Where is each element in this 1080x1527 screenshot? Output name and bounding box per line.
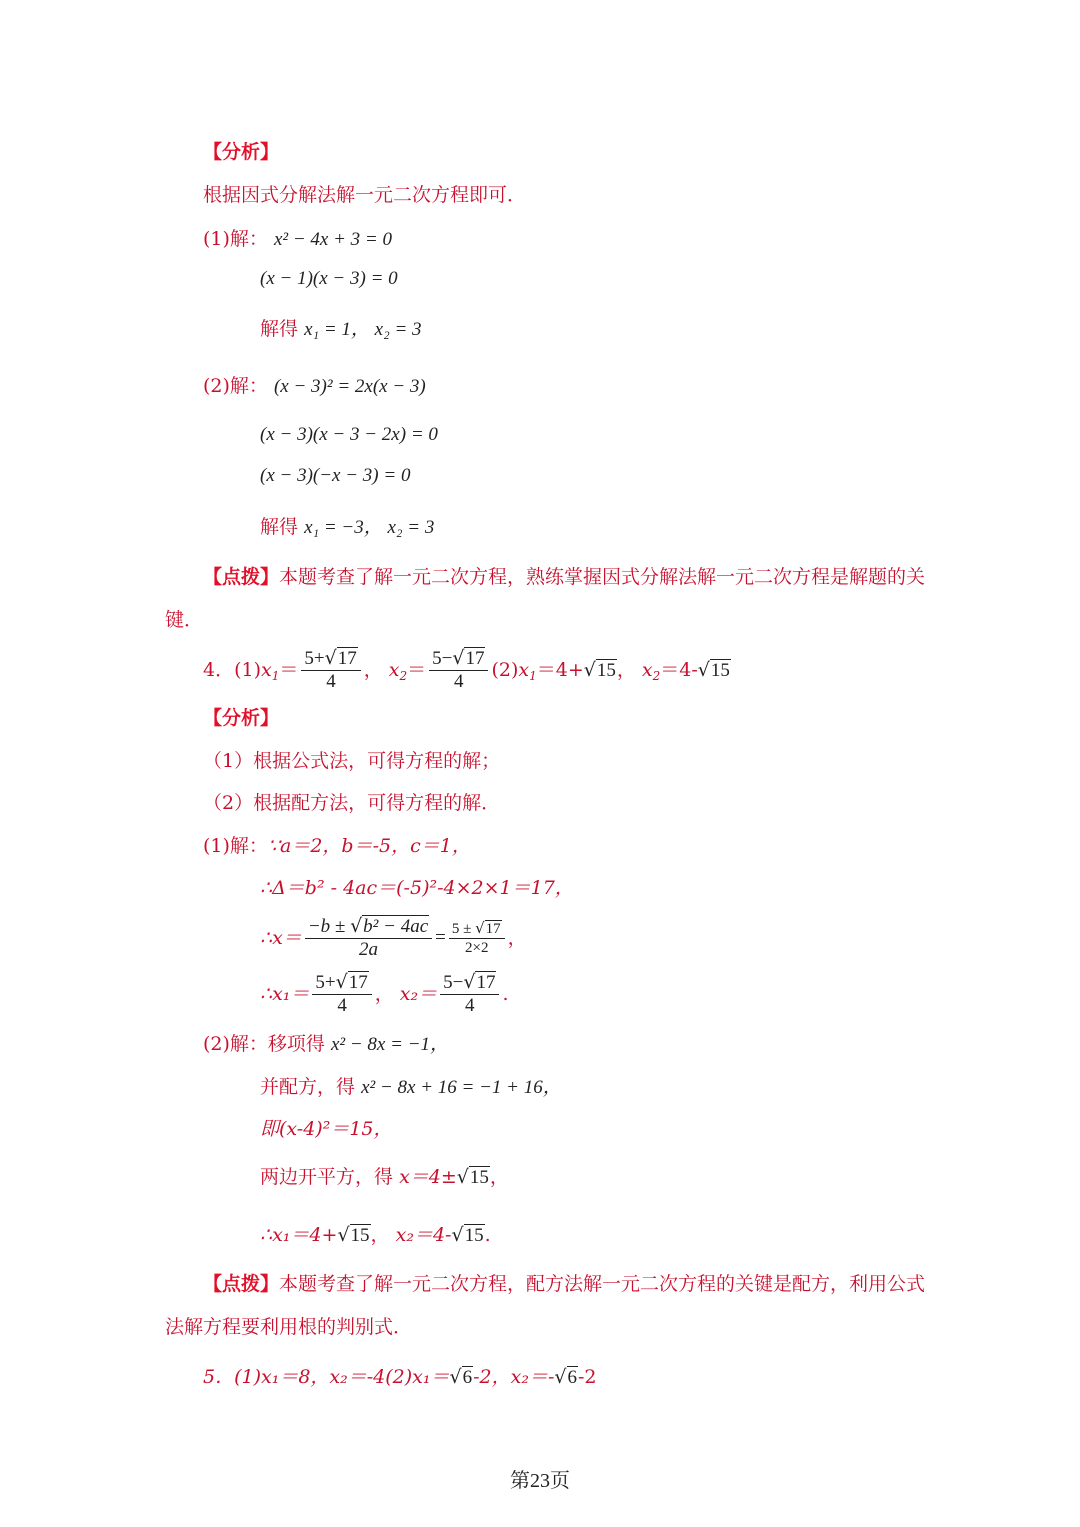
solution2-label: (2)解： bbox=[203, 1033, 268, 1055]
part2-line bbox=[203, 374, 426, 399]
substituted-fraction bbox=[449, 919, 505, 957]
tip-heading: 【点拨】 bbox=[203, 1273, 280, 1295]
step-math: x² − 8x + 16 = −1 + 16， bbox=[361, 1077, 562, 1098]
analysis-item-1: （1）根据公式法，可得方程的解； bbox=[203, 750, 501, 772]
frac-denominator: 4 bbox=[454, 671, 464, 692]
sqrt: √17 bbox=[452, 647, 485, 669]
part1-line bbox=[203, 227, 392, 252]
frac-numerator: 5+ bbox=[304, 648, 325, 669]
frac-numerator: 5− bbox=[432, 648, 453, 669]
coefficients: ∵a＝2，b＝-5，c＝1， bbox=[267, 835, 471, 857]
x-prefix: ∴x＝ bbox=[260, 927, 302, 949]
sqrt: √17 bbox=[324, 647, 357, 669]
fraction-x1 bbox=[301, 647, 360, 693]
part1-factor: (x − 1)(x − 3) = 0 bbox=[260, 268, 398, 289]
tip-line-2: 键． bbox=[165, 609, 204, 631]
sqrt: √17 bbox=[475, 919, 501, 937]
step-text: 两边开平方，得 bbox=[260, 1166, 394, 1188]
sqrt: √15 bbox=[451, 1224, 484, 1246]
tip-text: 本题考查了解一元二次方程，配方法解一元二次方程的关键是配方，利用公式 bbox=[279, 1273, 926, 1295]
answer-5-tail: -2，x₂＝- bbox=[473, 1366, 555, 1388]
part2-step2: (x − 3)(−x − 3) = 0 bbox=[260, 465, 411, 486]
comma: ， bbox=[616, 659, 636, 681]
answer-5-text: 5．(1)x₁＝8，x₂＝-4(2)x₁＝ bbox=[203, 1366, 450, 1388]
sqrt: √15 bbox=[456, 1166, 489, 1188]
sqrt: √15 bbox=[583, 658, 616, 681]
formula-num: −b ± bbox=[307, 916, 351, 937]
sqrt: √15 bbox=[337, 1224, 370, 1246]
sqrt: √b² − 4ac bbox=[350, 915, 429, 937]
tip-line-4: 法解方程要利用根的判别式． bbox=[165, 1316, 413, 1338]
part2-result bbox=[260, 515, 434, 540]
four-plus: 4+ bbox=[555, 659, 584, 681]
result-value: x₁ = −3， x₂ = 3 bbox=[304, 517, 435, 538]
discriminant: ∴Δ＝b² - 4ac＝(-5)²-4×2×1＝17， bbox=[260, 877, 574, 899]
x1-var: $x_1$ bbox=[518, 659, 537, 683]
sqrt: √17 bbox=[463, 971, 496, 993]
solution2-step3: 即(x-4)²＝15， bbox=[260, 1118, 393, 1140]
analysis-heading-2: 【分析】 bbox=[203, 707, 280, 729]
roots-prefix: ∴x₁＝ bbox=[260, 983, 310, 1005]
tip-text: 本题考查了解一元二次方程，熟练掌握因式分解法解一元二次方程是解题的关 bbox=[279, 566, 926, 588]
roots-prefix: ∴x₁＝4+ bbox=[260, 1224, 338, 1246]
small-den: 2×2 bbox=[465, 940, 489, 956]
equals: ＝ bbox=[407, 659, 427, 681]
result-value: x₁ = 1， x₂ = 3 bbox=[304, 319, 422, 340]
sqrt: √15 bbox=[697, 658, 730, 681]
quadratic-formula bbox=[305, 915, 432, 961]
page-number: 第23页 bbox=[510, 1470, 570, 1492]
tip-line-3 bbox=[203, 1272, 925, 1296]
solution2-roots: ∴x₁＝4+√15， x₂＝4-√15. bbox=[260, 1224, 491, 1246]
solution1-coeffs bbox=[203, 834, 471, 858]
x2-label: x₂＝ bbox=[399, 983, 438, 1005]
fraction-x2 bbox=[429, 647, 488, 693]
frac-denominator: 4 bbox=[326, 671, 336, 692]
equals: ＝ bbox=[279, 659, 299, 681]
solution1-label: (1)解： bbox=[203, 835, 268, 857]
part1-equation: x² − 4x + 3 = 0 bbox=[273, 229, 392, 250]
part2-equation: (x − 3)² = 2x(x − 3) bbox=[273, 376, 426, 397]
solution2-step1 bbox=[203, 1032, 449, 1057]
result-label: 解得 bbox=[260, 516, 299, 538]
sqrt: √6 bbox=[449, 1366, 473, 1388]
result-label: 解得 bbox=[260, 318, 299, 340]
step-text: 移项得 bbox=[267, 1033, 325, 1055]
root-x2-fraction: $\frac{5-√17}{4}$ bbox=[440, 971, 499, 1017]
tip-line-1 bbox=[203, 565, 925, 589]
roots-line-1: ∴x₁＝ $\frac{5+√17}{4}$ ， x₂＝ $\frac{5-√17}{4}$ . bbox=[260, 971, 509, 1016]
answer-x1-var: $x_1$ bbox=[261, 659, 280, 683]
quadratic-formula-line bbox=[260, 912, 527, 964]
comma: ， bbox=[363, 659, 383, 681]
x2-label: x₂＝4- bbox=[395, 1224, 452, 1246]
x2-var: $x_2$ bbox=[641, 659, 661, 683]
answer-x2-var: $x_2$ bbox=[388, 659, 408, 683]
answer-4-prefix: 4．(1) bbox=[203, 659, 262, 681]
equals: ＝ bbox=[536, 659, 556, 681]
answer-5-line bbox=[203, 1365, 597, 1390]
equals: ＝ bbox=[660, 659, 680, 681]
equals: = bbox=[435, 927, 446, 948]
sqrt: √17 bbox=[335, 971, 368, 993]
answer-4-line bbox=[203, 647, 731, 693]
part2-step1: (x − 3)(x − 3 − 2x) = 0 bbox=[260, 424, 438, 445]
part2-label: (2)解： bbox=[203, 375, 268, 397]
root-x1-fraction: $\frac{5+√17}{4}$ bbox=[312, 971, 371, 1017]
comma: ， bbox=[374, 983, 394, 1005]
solution2-step4: 两边开平方，得 x＝4±√15， bbox=[260, 1166, 509, 1188]
part2-prefix: (2) bbox=[491, 659, 519, 681]
solution2-step2 bbox=[260, 1075, 562, 1100]
part1-result bbox=[260, 317, 422, 342]
step-math: x² − 8x = −1， bbox=[330, 1034, 450, 1055]
answer-5-end: -2 bbox=[578, 1366, 597, 1388]
comma: ， bbox=[507, 927, 527, 949]
analysis-heading: 【分析】 bbox=[203, 141, 280, 163]
step-math: x＝4± bbox=[399, 1166, 457, 1188]
step-text: 并配方，得 bbox=[260, 1076, 356, 1098]
analysis-text: 根据因式分解法解一元二次方程即可． bbox=[203, 184, 527, 206]
sqrt: √6 bbox=[554, 1366, 577, 1388]
analysis-item-2: （2）根据配方法，可得方程的解． bbox=[203, 792, 501, 814]
small-num: 5 ± bbox=[451, 921, 476, 937]
tip-heading: 【点拨】 bbox=[203, 566, 280, 588]
part1-label: (1)解： bbox=[203, 228, 268, 250]
four-minus: 4- bbox=[679, 659, 698, 681]
formula-den: 2a bbox=[358, 939, 378, 960]
